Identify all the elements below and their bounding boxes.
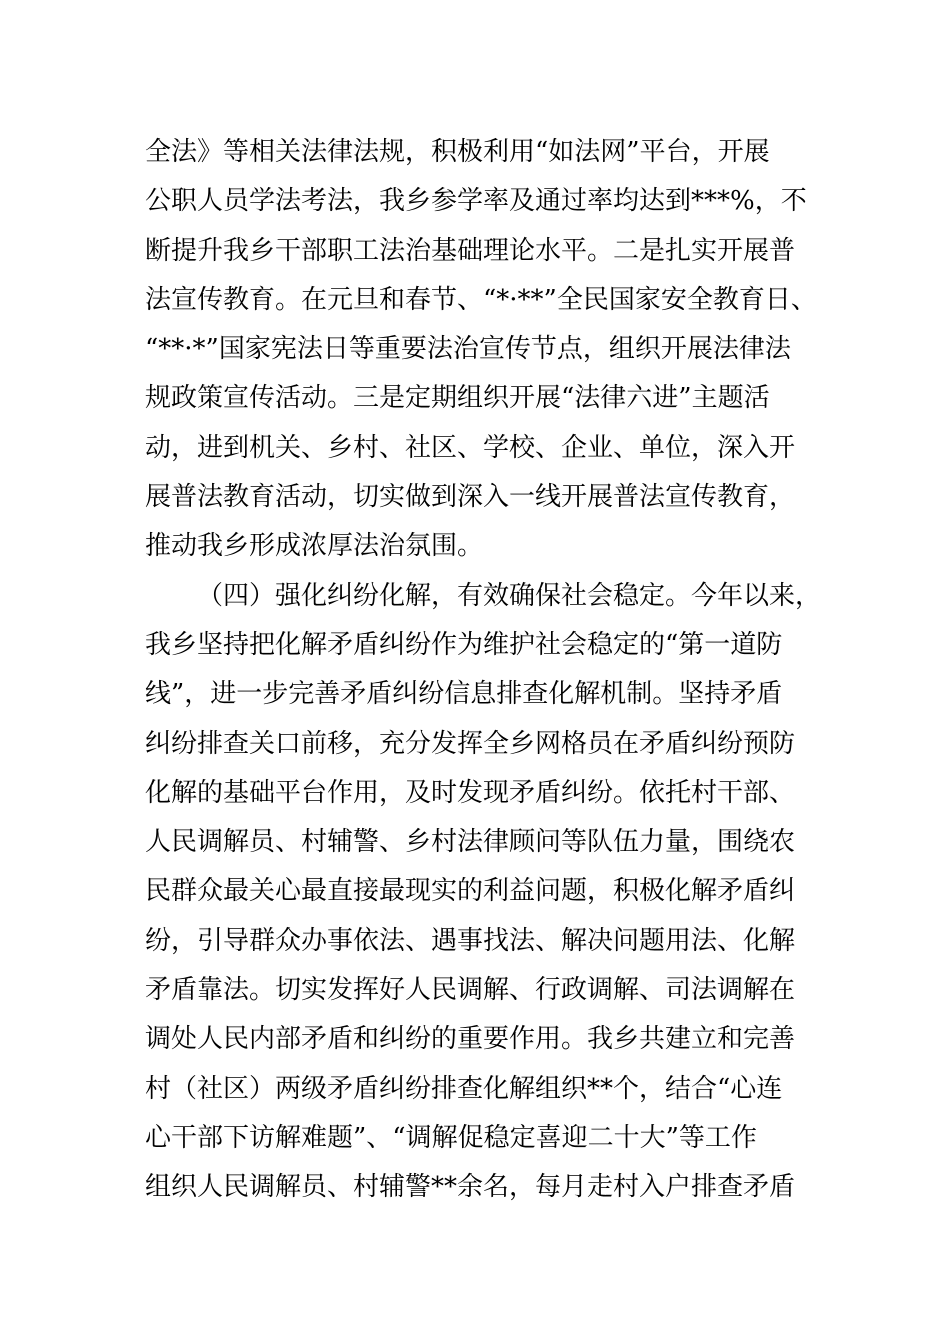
text-line: 心干部下访解难题”、“调解促稳定喜迎二十大”等工作 [145, 1122, 757, 1153]
text-line: 化解的基础平台作用，及时发现矛盾纠纷。依托村干部、 [145, 777, 796, 808]
text-line: 动，进到机关、乡村、社区、学校、企业、单位，深入开 [145, 432, 796, 463]
text-line: 人民调解员、村辅警、乡村法律顾问等队伍力量，围绕农 [145, 827, 796, 858]
text-line: 村（社区）两级矛盾纠纷排查化解组织**个，结合“心连 [145, 1073, 783, 1104]
text-line: 组织人民调解员、村辅警**余名，每月走村入户排查矛盾 [145, 1172, 796, 1203]
text-line: 全法》等相关法律法规，积极利用“如法网”平台，开展 [145, 137, 770, 167]
text-line: 推动我乡形成浓厚法治氛围。 [145, 531, 484, 562]
text-line: 断提升我乡干部职工法治基础理论水平。二是扎实开展普 [145, 235, 796, 266]
text-line: 规政策宣传活动。三是定期组织开展“法律六进”主题活 [145, 383, 770, 414]
section-heading-line: （四）强化纠纷化解，有效确保社会稳定。今年以来， [197, 580, 822, 611]
text-line: 我乡坚持把化解矛盾纠纷作为维护社会稳定的“第一道防 [145, 629, 783, 660]
text-line: 纠纷排查关口前移，充分发挥全乡网格员在矛盾纠纷预防 [145, 728, 796, 759]
text-line: 线”，进一步完善矛盾纠纷信息排查化解机制。坚持矛盾 [145, 679, 783, 710]
text-line: 矛盾靠法。切实发挥好人民调解、行政调解、司法调解在 [145, 975, 796, 1006]
body-text [145, 128, 825, 1213]
text-line: 法宣传教育。在元旦和春节、“*·**”全民国家安全教育日、 [145, 284, 817, 315]
text-line: 纷，引导群众办事依法、遇事找法、解决问题用法、化解 [145, 925, 796, 956]
text-line: 民群众最关心最直接最现实的利益问题，积极化解矛盾纠 [145, 876, 796, 907]
text-line: 调处人民内部矛盾和纠纷的重要作用。我乡共建立和完善 [145, 1024, 796, 1055]
text-line: 公职人员学法考法，我乡参学率及通过率均达到***%，不 [145, 186, 807, 217]
text-line: “**·*”国家宪法日等重要法治宣传节点，组织开展法律法 [145, 334, 791, 365]
text-line: 展普法教育活动，切实做到深入一线开展普法宣传教育， [145, 482, 796, 513]
